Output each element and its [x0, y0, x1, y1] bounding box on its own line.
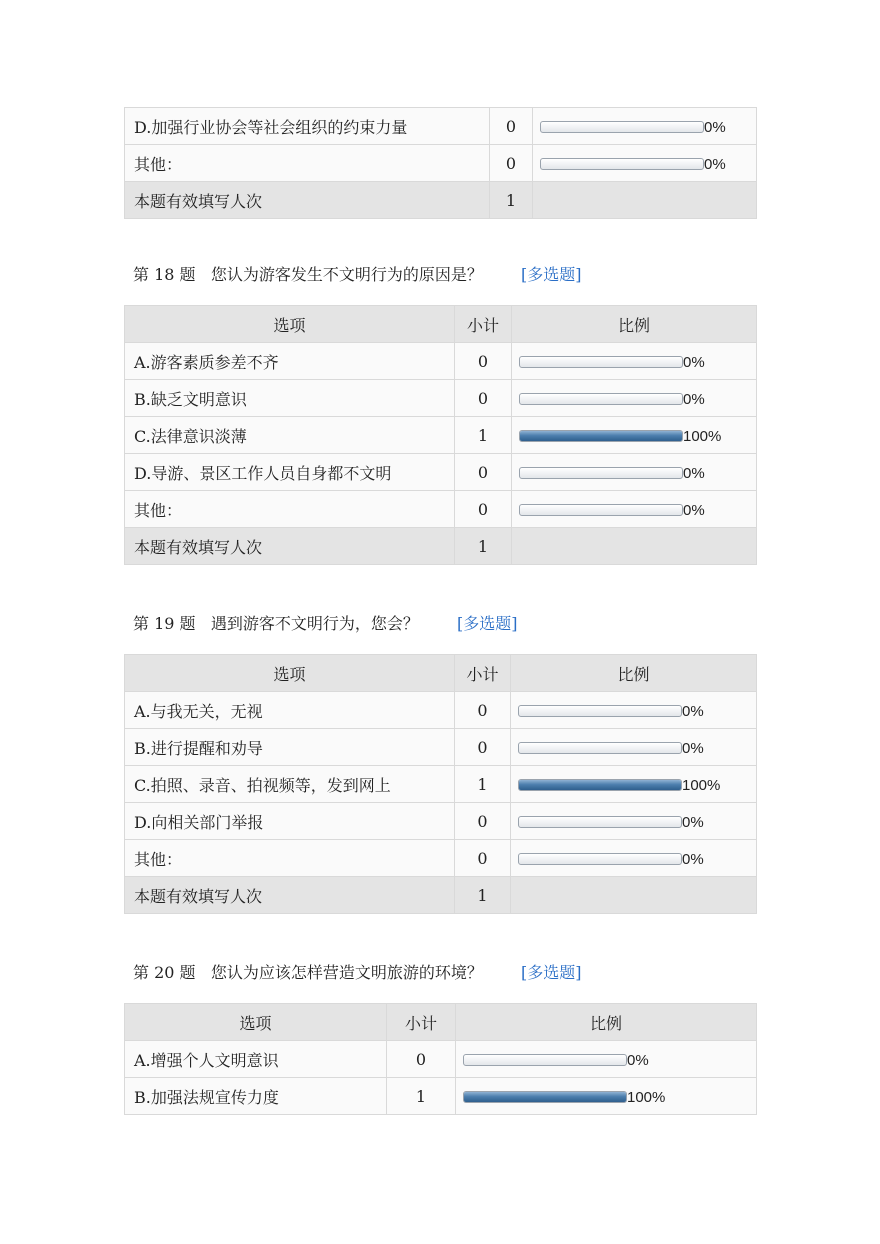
option-label: B.加强法规宣传力度 [125, 1078, 387, 1115]
empty-cell [511, 877, 757, 914]
percent-label: 0% [627, 1051, 649, 1069]
ratio-cell [511, 840, 757, 877]
total-label: 本题有效填写人次 [125, 182, 490, 219]
header-row [125, 1004, 757, 1041]
question-text: 您认为游客发生不文明行为的原因是？ [210, 265, 483, 284]
header-option: 选项 [125, 306, 455, 343]
option-count: 0 [490, 145, 533, 182]
progress-bar [518, 779, 682, 791]
ratio-cell [511, 803, 757, 840]
header-option: 选项 [125, 1004, 387, 1041]
ratio-cell [512, 417, 757, 454]
option-label: A.与我无关，无视 [125, 692, 455, 729]
table-row [125, 491, 757, 528]
option-count: 0 [455, 729, 511, 766]
table-body [125, 343, 757, 565]
ratio-cell [511, 729, 757, 766]
option-label: 其他： [125, 145, 490, 182]
ratio-cell [512, 343, 757, 380]
ratio-cell [512, 491, 757, 528]
ratio-cell [512, 454, 757, 491]
question-type-link[interactable]: [多选题] [521, 963, 582, 982]
table-row [125, 803, 757, 840]
ratio-cell [511, 766, 757, 803]
option-label: A.增强个人文明意识 [125, 1041, 387, 1078]
table-row [125, 729, 757, 766]
percent-label: 0% [683, 390, 705, 408]
option-count: 0 [455, 840, 511, 877]
question-text: 遇到游客不文明行为，您会？ [210, 614, 419, 633]
percent-label: 100% [682, 776, 721, 794]
total-row [125, 182, 757, 219]
percent-label: 0% [683, 501, 705, 519]
table-row [125, 417, 757, 454]
percent-label: 0% [704, 155, 726, 173]
progress-bar [463, 1054, 627, 1066]
ratio-cell [533, 145, 757, 182]
option-count: 1 [387, 1078, 456, 1115]
q19-results-table [124, 654, 757, 914]
option-count: 0 [455, 380, 512, 417]
progress-bar [519, 356, 683, 368]
total-count: 1 [455, 528, 512, 565]
ratio-cell [456, 1078, 757, 1115]
option-count: 0 [455, 454, 512, 491]
table-row [125, 692, 757, 729]
progress-bar [518, 816, 682, 828]
header-option: 选项 [125, 655, 455, 692]
percent-label: 0% [682, 739, 704, 757]
option-label: 其他： [125, 491, 455, 528]
total-count: 1 [490, 182, 533, 219]
option-count: 0 [387, 1041, 456, 1078]
option-label: C.拍照、录音、拍视频等，发到网上 [125, 766, 455, 803]
option-label: B.缺乏文明意识 [125, 380, 455, 417]
ratio-cell [456, 1041, 757, 1078]
table-row [125, 145, 757, 182]
q18-results-table [124, 305, 757, 565]
option-count: 1 [455, 766, 511, 803]
option-label: 其他： [125, 840, 455, 877]
progress-bar [519, 467, 683, 479]
option-count: 0 [455, 343, 512, 380]
option-label: D.加强行业协会等社会组织的约束力量 [125, 108, 490, 145]
table-body [125, 1041, 757, 1115]
table-row [125, 343, 757, 380]
percent-label: 0% [682, 702, 704, 720]
progress-bar [540, 158, 704, 170]
option-count: 0 [455, 803, 511, 840]
question-type-link[interactable]: [多选题] [457, 614, 518, 633]
header-count: 小计 [387, 1004, 456, 1041]
question-number: 第 20 题 [133, 963, 196, 982]
progress-bar [519, 393, 683, 405]
header-ratio: 比例 [512, 306, 757, 343]
percent-label: 0% [683, 464, 705, 482]
option-label: B.进行提醒和劝导 [125, 729, 455, 766]
option-label: A.游客素质参差不齐 [125, 343, 455, 380]
progress-bar [518, 742, 682, 754]
progress-bar [518, 853, 682, 865]
total-label: 本题有效填写人次 [125, 528, 455, 565]
percent-label: 0% [704, 118, 726, 136]
percent-label: 100% [683, 427, 722, 445]
empty-cell [512, 528, 757, 565]
header-count: 小计 [455, 655, 511, 692]
percent-label: 0% [682, 850, 704, 868]
question-number: 第 19 题 [133, 614, 196, 633]
option-label: D.向相关部门举报 [125, 803, 455, 840]
table-row [125, 108, 757, 145]
header-row [125, 655, 757, 692]
header-ratio: 比例 [511, 655, 757, 692]
option-count: 0 [455, 491, 512, 528]
percent-label: 100% [627, 1088, 666, 1106]
option-count: 0 [490, 108, 533, 145]
total-count: 1 [455, 877, 511, 914]
progress-bar [519, 504, 683, 516]
empty-cell [533, 182, 757, 219]
table-row [125, 1041, 757, 1078]
total-row [125, 528, 757, 565]
total-label: 本题有效填写人次 [125, 877, 455, 914]
header-count: 小计 [455, 306, 512, 343]
total-row [125, 877, 757, 914]
q17-results-table [124, 107, 757, 219]
question-title [133, 262, 582, 285]
table-row [125, 380, 757, 417]
question-number: 第 18 题 [133, 265, 196, 284]
table-row [125, 766, 757, 803]
q20-results-table [124, 1003, 757, 1115]
ratio-cell [533, 108, 757, 145]
progress-bar [519, 430, 683, 442]
table-row [125, 1078, 757, 1115]
table-body [125, 692, 757, 914]
question-type-link[interactable]: [多选题] [521, 265, 582, 284]
ratio-cell [511, 692, 757, 729]
question-title [133, 960, 582, 983]
option-count: 0 [455, 692, 511, 729]
question-text: 您认为应该怎样营造文明旅游的环境？ [210, 963, 483, 982]
option-label: C.法律意识淡薄 [125, 417, 455, 454]
header-row [125, 306, 757, 343]
table-row [125, 454, 757, 491]
option-label: D.导游、景区工作人员自身都不文明 [125, 454, 455, 491]
header-ratio: 比例 [456, 1004, 757, 1041]
ratio-cell [512, 380, 757, 417]
option-count: 1 [455, 417, 512, 454]
question-title [133, 611, 518, 634]
percent-label: 0% [682, 813, 704, 831]
progress-bar [463, 1091, 627, 1103]
table-row [125, 840, 757, 877]
progress-bar [540, 121, 704, 133]
percent-label: 0% [683, 353, 705, 371]
progress-bar [518, 705, 682, 717]
